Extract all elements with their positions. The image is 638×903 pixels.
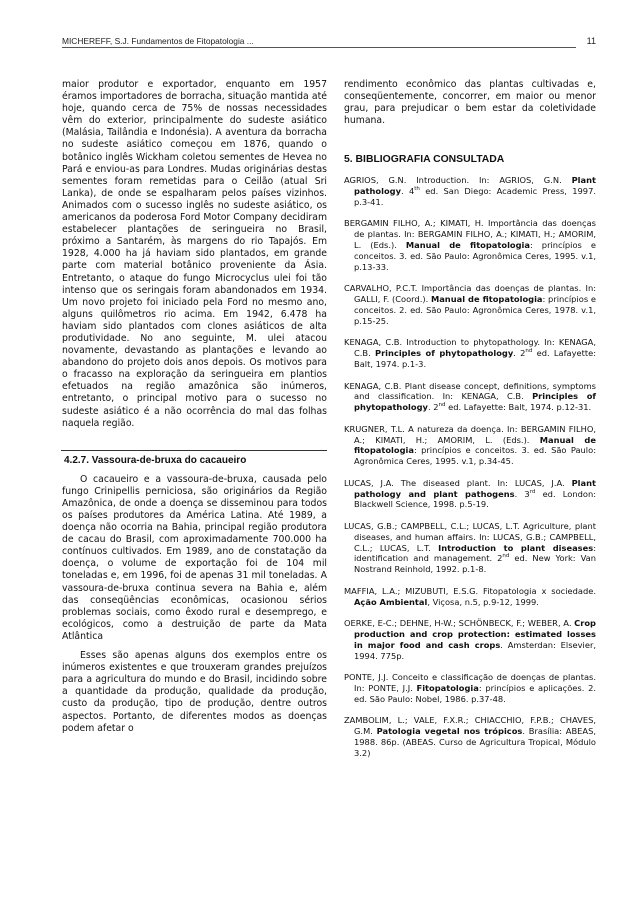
reference-pre: KENAGA, C.B. Plant disease concept, definitions, symptoms and classification. In: KENAGA, C.B. [344,380,596,402]
reference-bold: Principles of phytopathology [375,348,514,359]
reference-bold: Crop production and crop protection: estimated losses in major food and cash crops [354,617,596,650]
reference-post: ed. London: Blackwell Science, 1998. p.5-19. [354,488,596,510]
running-title: MICHEREFF, S.J. Fundamentos de Fitopatologia ... [62,36,254,46]
witches-broom-paragraph: O cacaueiro e a vassoura-de-bruxa, causada pelo fungo Crinipellis perniciosa, são originários da Região Amazônica, de onde a doença se disseminou para todos os países produtores da América Latina. Até 1989, a doença não ocorria na Bahia, principal região produtora de cacau do Brasil, com aproximadamente 700.000 ha contínuos cultivados. Em 1989, ano de constatação da doença, o volume de exportação foi de 104 mil toneladas e, em 1996, foi de apenas 31 mil toneladas. A vassoura-de-bruxa continua severa na Bahia e, além das conseqüências econômicas, ocasionou sérios problemas sociais, como êxodo rural e desemprego, e ecológicos, como a destruição de parte da Mata Atlântica [62,473,327,642]
reference-post: : princípios e aplicações. 2. ed. São Paulo: Nobel, 1986. p.37-48. [354,682,596,704]
bibliography-title: 5. BIBLIOGRAFIA CONSULTADA [344,154,505,166]
reference-post: ed. Lafayette: Balt, 1974. p.1-3. [354,348,596,370]
reference-entry [344,175,596,208]
reference-post: , Viçosa, n.5, p.9-12, 1999. [427,596,539,607]
reference-post: . Brasília: ABEAS, 1988. 86p. (ABEAS. Curso de Agricultura Tropical, Módulo 3.2) [354,725,597,758]
reference-bold: Fitopatologia [416,682,479,693]
reference-post: . Amsterdan: Elsevier, 1994. 775p. [354,639,596,661]
reference-bold: Plant pathology and plant pathogens [354,477,596,499]
page-number: 11 [586,36,596,46]
reference-sup-pre: . 2 [427,402,439,413]
reference-post: ed. Lafayette: Balt, 1974. p.12-31. [445,402,592,413]
reference-bold: Manual de fitopatologia [430,294,543,305]
reference-bold: Principles of phytopathology [354,391,597,413]
reference-bold: Patologia vegetal nos trópicos [376,725,523,736]
reference-pre: LUCAS, G.B.; CAMPBELL, C.L.; LUCAS, L.T. Agriculture, plant diseases, and human affairs. In: LUCAS, G.B.; CAMPBELL, C.L.; LUCAS, L.T. [344,520,596,553]
reference-bold: Introduction to plant diseases [438,542,594,553]
page-header [62,36,596,50]
reference-sup-pre: . 3 [514,488,530,499]
reference-bold: Manual de fitopatologia [354,434,596,456]
continuation-paragraph: rendimento econômico das plantas cultivadas e, conseqüentemente, concorrer, em maior ou menor grau, para prejudicar o bem estar da coletividade humana. [344,79,596,127]
reference-post: ed. New York: Van Nostrand Reinhold, 1992. p.1-8. [354,553,596,575]
reference-entry [344,218,596,273]
reference-sup-pre: : identification and management. 2 [354,542,596,564]
reference-pre: ZAMBOLIM, L.; VALE, F.X.R.; CHIACCHIO, F.P.B.; CHAVES, G.M. [344,715,596,736]
reference-sup-pre: . 4 [401,186,415,197]
header-rule [62,47,576,48]
reference-bold: Ação Ambiental [354,596,428,607]
reference-list [344,175,596,758]
reference-entry [344,381,596,414]
reference-pre: AGRIOS, G.N. Introduction. In: AGRIOS, G.N. [344,175,572,186]
reference-bold: Plant pathology [354,175,596,197]
reference-pre: OERKE, E-C.; DEHNE, H-W.; SCHÖNBECK, F.; WEBER, A. [344,617,575,628]
losses-summary-paragraph: Esses são apenas alguns dos exemplos entre os inúmeros existentes e que trouxeram grandes prejuízos para a agricultura do mundo e do Brasil, incidindo sobre a quantidade da produção, qualidade da produção, custo da produção, tipo de produção, dentre outros aspectos. Portanto, de diferentes modos as doenças podem afetar o [62,650,327,734]
reference-pre: MAFFIA, L.A.; MIZUBUTI, E.S.G. Fitopatologia x sociedade. [344,585,596,596]
reference-sup: th [414,186,420,193]
reference-sup: nd [502,553,510,560]
reference-pre: PONTE, J.J. Conceito e classificação de doenças de plantas. In: PONTE, J.J. [344,671,596,693]
reference-pre: CARVALHO, P.C.T. Importância das doenças de plantas. In: GALLI, F. (Coord.). [344,283,596,305]
left-column [62,79,327,735]
reference-post: : princípios e conceitos. 3. ed. São Paulo: Agronômica Ceres, 1995. v.1, p.34-45. [354,445,596,467]
reference-entry [344,672,596,705]
reference-post: : princípios e conceitos. 2. ed. São Paulo: Agronômica Ceres, 1978. v.1, p.15-25. [354,294,596,327]
reference-pre: KENAGA, C.B. Introduction to phytopathology. In: KENAGA, C.B. [344,337,596,359]
reference-sup: nd [438,402,446,409]
reference-sup-pre: . 2 [513,348,526,359]
reference-sup: rd [529,488,536,495]
reference-entry [344,521,596,576]
reference-entry [344,337,596,370]
reference-post: : princípios e conceitos. 3. ed. São Paulo: Agronômica Ceres, 1995. v.1, p.13-33. [354,240,596,273]
reference-sup: nd [525,348,533,355]
reference-pre: KRUGNER, T.L. A natureza da doença. In: BERGAMIN FILHO, A.; KIMATI, H.; AMORIM, L. (Eds.). [344,423,596,445]
reference-entry [344,586,596,608]
reference-pre: LUCAS, J.A. The diseased plant. In: LUCAS, J.A. [344,477,572,488]
reference-entry [344,283,596,327]
reference-post: ed. San Diego: Academic Press, 1997. p.3-41. [354,186,596,208]
right-column [344,79,596,769]
subsection-title: 4.2.7. Vassoura-de-bruxa do cacaueiro [62,455,327,466]
rubber-history-paragraph: maior produtor e exportador, enquanto em 1957 éramos importadores de borracha, situação mantida até hoje, quando cerca de 75% de nossas necessidades vêm do exterior, principalmente do sudeste asiático (Malásia, Tailândia e Indonésia). A aventura da borracha no sudeste asiático começou em 1876, quando o botânico inglês Wickham coletou sementes de Hevea no Pará e enviou-as para Londres. Mudas originárias destas sementes foram remetidas para o Ceilão (atual Sri Lanka), de onde se espalharam pelos países vizinhos. Animados com o sucesso inglês no sudeste asiático, os americanos da poderosa Ford Motor Company decidiram estabelecer plantações de seringueira no Brasil, próximo a Santarém, às margens do rio Tapajós. Em 1928, 4.000 ha já haviam sido plantados, em grande parte com material botânico proveniente da Ásia. Entretanto, o ataque do fungo Microcyclus ulei foi tão intenso que os seringais foram abandonados em 1934. Um novo projeto foi iniciado pela Ford no mesmo ano, alguns quilômetros rio acima. Em 1942, 6.478 ha haviam sido plantados com clones asiáticos de alta produtividade. No ano seguinte, M. ulei atacou novamente, devastando as plantações e levando ao abandono do projeto dois anos depois. Os motivos para o fracasso na exploração da seringueira em plantios efetuados na região amazônica são inúmeros, entretanto, o principal motivo para o sucesso no sudeste asiático é a não ocorrência do mal das folhas naquela região. [62,79,327,429]
reference-entry [344,424,596,468]
reference-pre: BERGAMIN FILHO, A.; KIMATI, H. Importância das doenças de plantas. In: BERGAMIN FILHO, A.; KIMATI, H.; AMORIM, L. (Eds.). [344,218,596,251]
reference-entry [344,715,596,759]
reference-entry [344,618,596,662]
reference-bold: Manual de fitopatologia [405,240,530,251]
reference-entry [344,478,596,511]
